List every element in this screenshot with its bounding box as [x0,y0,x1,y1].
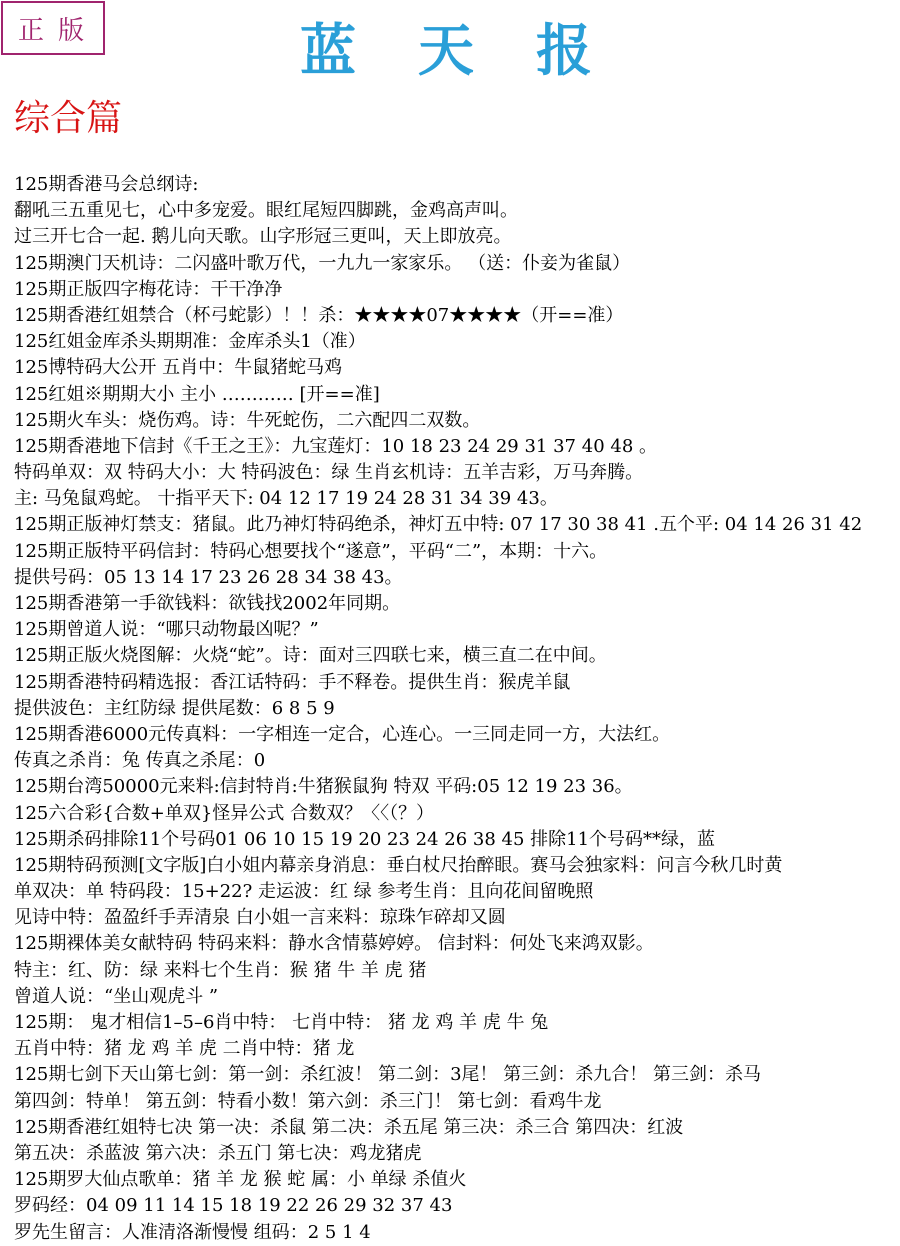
text-line: 125期罗大仙点歌单：猪 羊 龙 猴 蛇 属：小 单绿 杀值火 [14,1169,467,1191]
text-line: 五肖中特：猪 龙 鸡 羊 虎 二肖中特：猪 龙 [14,1038,355,1060]
text-line: 125期： 鬼才相信1–5–6肖中特： 七肖中特： 猪 龙 鸡 羊 虎 牛 兔 [14,1012,549,1033]
text-line: 过三开七合一起. 鹅儿向天歌。山字形冠三更叫，天上即放亮。 [14,226,512,248]
text-line: 125期香港红姐特七决 第一决：杀鼠 第二决：杀五尾 第三决：杀三合 第四决：红波 [14,1116,684,1138]
text-line: 125博特码大公开 五肖中：牛鼠猪蛇马鸡 [14,357,343,379]
edition-badge: 正版 [1,1,105,55]
text-line: 传真之杀肖：兔 传真之杀尾：0 [14,750,266,772]
text-line: 125期香港第一手欲钱料：欲钱找2002年同期。 [14,593,401,614]
text-line: 125期香港地下信封《千王之王》：九宝莲灯：10 18 23 24 29 31 37 40 48 。 [14,435,657,457]
text-line: 罗先生留言：人准清洛渐慢慢 组码：2 5 1 4 [14,1221,371,1243]
text-line: 罗码经：04 09 11 14 15 18 19 22 26 29 32 37 43 [14,1195,453,1217]
text-line: 125期裸体美女献特码 特码来料：静水含情慕婷婷。 信封料：何处飞来鸿双影。 [14,933,654,955]
text-line: 特主：红、防：绿 来料七个生肖：猴 猪 牛 羊 虎 猪 [14,959,427,981]
text-line: 125期香港马会总纲诗: [14,174,199,195]
text-line: 125期特码预测[文字版]白小姐内幕亲身消息：垂白杖尺抬醉眼。赛马会独家料：问言今秋几时黄 [14,854,783,876]
text-line: 125期曾道人说：“哪只动物最凶呢？” [14,619,319,641]
section-heading: 综合篇 [14,98,123,139]
text-line: 主: 马兔鼠鸡蛇。 十指平天下: 04 12 17 19 24 28 31 34 39 43。 [14,488,558,510]
text-line: 125期台湾50000元来料:信封特肖:牛猪猴鼠狗 特双 平码:05 12 19 23 36。 [14,776,633,798]
newspaper-title: 蓝天报 [300,18,654,84]
text-line: 曾道人说：“坐山观虎斗 ” [14,985,219,1007]
text-line: 提供波色：主红防绿 提供尾数：6 8 5 9 [14,697,335,719]
text-line: 提供号码：05 13 14 17 23 26 28 34 38 43。 [14,566,403,588]
text-line: 第五决：杀蓝波 第六决：杀五门 第七决：鸡龙猪虎 [14,1142,422,1164]
text-line: 125期香港红姐禁合（杯弓蛇影）！！杀：★★★★07★★★★（开==准） [14,304,624,326]
text-line: 125红姐金库杀头期期准：金库杀头1（准） [14,331,366,353]
text-line: 125期火车头：烧伤鸡。诗：牛死蛇伤，二六配四二双数。 [14,409,481,431]
text-line: 125期正版神灯禁支：猪鼠。此乃神灯特码绝杀，神灯五中特: 07 17 30 38 41 .五个平: 04 14 26 31 42 [14,514,863,536]
text-line: 125期杀码排除11个号码01 06 10 15 19 20 23 24 26 38 45 排除11个号码**绿，蓝 [14,828,716,850]
article-body [14,172,898,1246]
text-line: 125期正版特平码信封：特码心想要找个“遂意”，平码“二”，本期：十六。 [14,540,608,562]
text-line: 125红姐※期期大小 主小 ………… [开==准] [14,383,380,405]
text-line: 125期正版四字梅花诗：干干净净 [14,278,283,300]
text-line: 125期澳门天机诗：二闪盛叶歌万代，一九九一家家乐。 （送：仆妾为雀鼠） [14,252,631,274]
text-line: 125期香港特码精选报：香江话特码：手不释卷。提供生肖：猴虎羊鼠 [14,671,571,693]
text-line: 第四剑：特单！ 第五剑：特看小数！第六剑：杀三门！ 第七剑：看鸡牛龙 [14,1090,602,1112]
text-line: 125期正版火烧图解：火烧“蛇”。诗：面对三四联七来，横三直二在中间。 [14,645,607,667]
text-line: 125期七剑下天山第七剑：第一剑：杀红波！ 第二剑：3尾！ 第三剑：杀九合！ 第三剑：杀马 [14,1064,761,1086]
text-line: 见诗中特：盈盈纤手弄清泉 白小姐一言来料：琼珠乍碎却又圆 [14,907,506,929]
text-line: 125期香港6000元传真料：一字相连一定合，心连心。一三同走同一方，大法红。 [14,723,671,745]
text-line: 125六合彩{合数+单双}怪异公式 合数双？〈〈（？） [14,802,435,824]
text-line: 单双决：单 特码段：15+22? 走运波：红 绿 参考生肖：且向花间留晚照 [14,881,594,903]
text-line: 翻吼三五重见七，心中多宠爱。眼红尾短四脚跳，金鸡高声叫。 [14,200,518,222]
text-line: 特码单双：双 特码大小：大 特码波色：绿 生肖玄机诗：五羊吉彩，万马奔腾。 [14,462,644,484]
